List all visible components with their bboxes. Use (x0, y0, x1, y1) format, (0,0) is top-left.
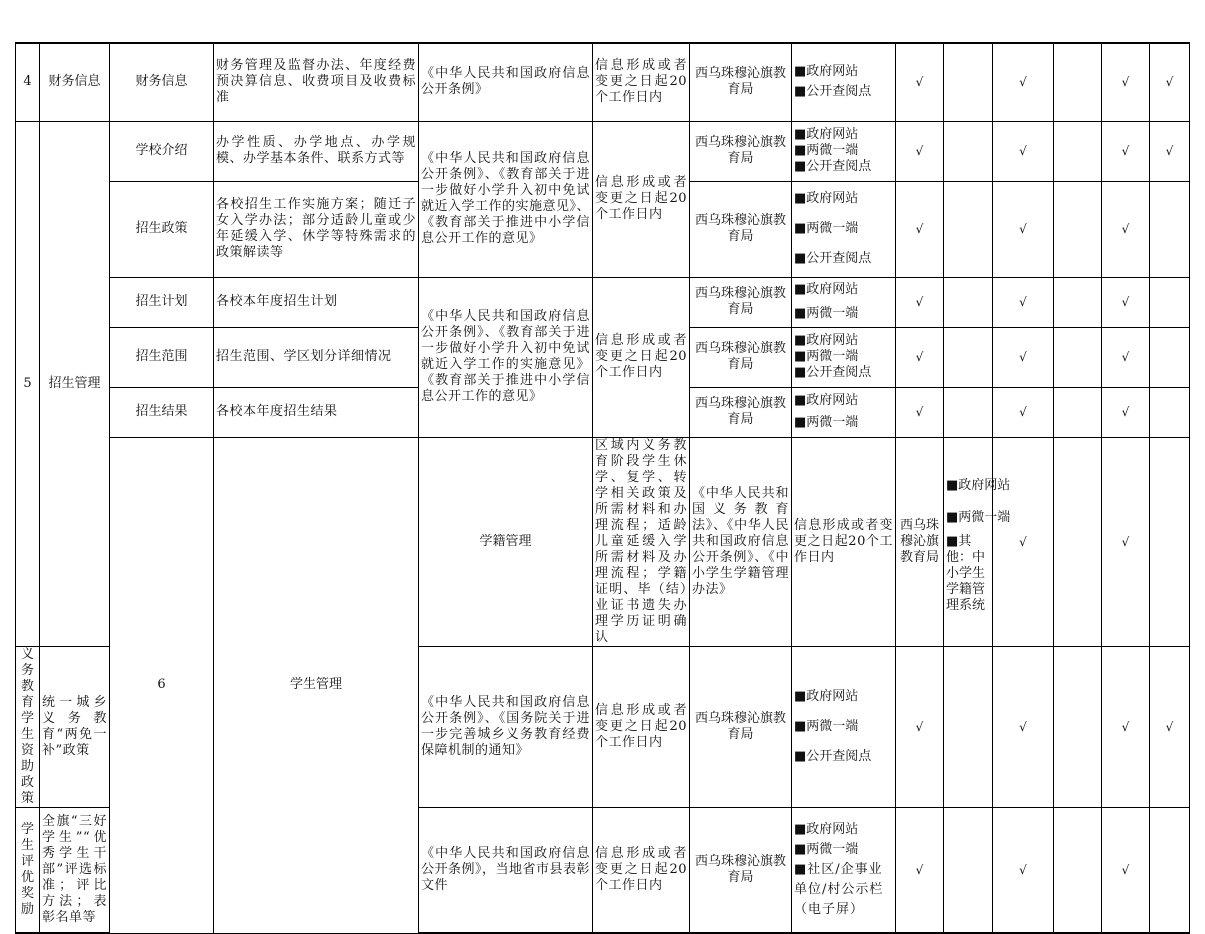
channel-item: ■公开查阅点 (794, 748, 872, 764)
disclosure-content: 区域内义务教育阶段学生休学、复学、转学相关政策及所需材料和办理流程；适龄儿童延缓入学所需材料及办理流程；学籍证明、毕（结）业证书遗失办理学历证明确认 (593, 437, 690, 646)
channel-item: ■公开查阅点 (794, 365, 872, 380)
item-name: 学校介绍 (110, 121, 214, 181)
check-cell (1054, 43, 1102, 121)
check-cell: √ (1102, 43, 1150, 121)
channel-item: ■两微一端 (794, 349, 859, 364)
disclosure-deadline: 信息形成或者变更之日起20个工作日内 (593, 807, 690, 933)
disclosure-agency: 西乌珠穆沁旗教育局 (690, 807, 792, 933)
channel-item: ■两微一端 (794, 306, 859, 321)
check-cell (944, 387, 993, 437)
group-category: 财务信息 (40, 43, 110, 121)
channel-item: ■社区/企事业单位/村公示栏（电子屏） (794, 861, 884, 917)
channel-list (792, 181, 896, 277)
disclosure-agency: 西乌珠穆沁旗教育局 (896, 437, 944, 646)
item-name: 学籍管理 (419, 437, 593, 646)
disclosure-agency: 西乌珠穆沁旗教育局 (690, 181, 792, 277)
item-name: 财务信息 (110, 43, 214, 121)
item-name: 学生评优奖励 (16, 807, 40, 933)
check-cell: √ (1102, 327, 1150, 387)
disclosure-agency: 西乌珠穆沁旗教育局 (690, 387, 792, 437)
channel-item: ■两微一端 (794, 143, 859, 158)
disclosure-table (15, 42, 1190, 934)
item-name: 义务教育学生资助政策 (16, 646, 40, 807)
channel-list (944, 437, 1011, 646)
channel-item: ■两微一端 (794, 415, 859, 430)
check-cell (1150, 807, 1190, 933)
check-cell: √ (993, 807, 1054, 933)
check-cell (1150, 277, 1190, 327)
disclosure-agency: 西乌珠穆沁旗教育局 (690, 646, 792, 807)
channel-list (792, 43, 896, 121)
channel-item: ■两微一端 (794, 841, 859, 857)
check-cell: √ (896, 277, 944, 327)
check-cell: √ (1102, 437, 1150, 646)
check-cell: √ (1102, 121, 1150, 181)
channel-list (792, 646, 896, 807)
check-cell (1054, 121, 1102, 181)
disclosure-content: 各校招生工作实施方案；随迁子女入学办法；部分适龄儿童或少年延缓入学、休学等特殊需求的政策解读等 (214, 181, 419, 277)
table-row (16, 277, 1190, 327)
check-cell: √ (993, 327, 1054, 387)
check-cell (1054, 327, 1102, 387)
check-cell: √ (993, 277, 1054, 327)
disclosure-deadline: 信息形成或者变更之日起20个工作日内 (593, 43, 690, 121)
group-number: 6 (110, 437, 214, 933)
check-cell (944, 121, 993, 181)
check-cell: √ (1102, 277, 1150, 327)
channel-item: ■政府网站 (946, 477, 1011, 493)
check-cell (1054, 387, 1102, 437)
check-cell: √ (1150, 121, 1190, 181)
check-cell (944, 807, 993, 933)
group-category: 学生管理 (214, 437, 419, 933)
check-cell: √ (896, 121, 944, 181)
check-cell (1054, 807, 1102, 933)
group-number: 5 (16, 121, 40, 646)
channel-list (792, 277, 896, 327)
channel-item: ■两微一端 (946, 509, 1011, 525)
channel-item: ■两微一端 (794, 718, 859, 734)
group-number: 4 (16, 43, 40, 121)
check-cell (1054, 277, 1102, 327)
legal-basis: 《中华人民共和国政府信息公开条例》 (419, 43, 593, 121)
check-cell (944, 646, 993, 807)
disclosure-deadline: 信息形成或者变更之日起20个工作日内 (593, 277, 690, 437)
channel-item: ■两微一端 (794, 221, 859, 236)
check-cell: √ (1102, 387, 1150, 437)
disclosure-agency: 西乌珠穆沁旗教育局 (690, 121, 792, 181)
disclosure-content: 统一城乡义务教育“两免一补”政策 (40, 646, 110, 807)
item-name: 招生政策 (110, 181, 214, 277)
check-cell: √ (896, 181, 944, 277)
channel-item: ■政府网站 (794, 191, 859, 206)
legal-basis: 《中华人民共和国政府信息公开条例》，当地省市县表彰文件 (419, 807, 593, 933)
disclosure-content: 各校本年度招生计划 (214, 277, 419, 327)
disclosure-agency: 西乌珠穆沁旗教育局 (690, 277, 792, 327)
disclosure-deadline: 信息形成或者变更之日起20个工作日内 (792, 437, 896, 646)
channel-item: ■政府网站 (794, 821, 859, 837)
channel-item: ■公开查阅点 (794, 251, 872, 266)
channel-item: ■政府网站 (794, 64, 859, 80)
channel-list (792, 121, 896, 181)
check-cell (1054, 646, 1102, 807)
check-cell: √ (896, 646, 944, 807)
disclosure-content: 各校本年度招生结果 (214, 387, 419, 437)
check-cell: √ (1102, 807, 1150, 933)
check-cell: √ (993, 43, 1054, 121)
disclosure-deadline: 信息形成或者变更之日起20个工作日内 (593, 121, 690, 277)
check-cell: √ (1102, 646, 1150, 807)
channel-item: ■公开查阅点 (794, 159, 872, 174)
item-name: 招生结果 (110, 387, 214, 437)
item-name: 招生范围 (110, 327, 214, 387)
disclosure-content: 全旗“三好学生”“优秀学生干部”评选标准；评比方法；表彰名单等 (40, 807, 110, 933)
disclosure-content: 财务管理及监督办法、年度经费预决算信息、收费项目及收费标准 (214, 43, 419, 121)
channel-item: ■政府网站 (794, 333, 859, 348)
channel-item: ■其他：中小学生学籍管理系统 (946, 533, 986, 613)
check-cell (1150, 437, 1190, 646)
disclosure-content: 办学性质、办学地点、办学规模、办学基本条件、联系方式等 (214, 121, 419, 181)
check-cell: √ (993, 437, 1054, 646)
check-cell: √ (896, 43, 944, 121)
table-row (16, 43, 1190, 121)
disclosure-agency: 西乌珠穆沁旗教育局 (690, 327, 792, 387)
disclosure-agency: 西乌珠穆沁旗教育局 (690, 43, 792, 121)
check-cell (944, 327, 993, 387)
legal-basis: 《中华人民共和国政府信息公开条例》、《国务院关于进一步完善城乡义务教育经费保障机制的通知》 (419, 646, 593, 807)
channel-item: ■政府网站 (794, 688, 859, 704)
check-cell (1054, 181, 1102, 277)
legal-basis: 《中华人民共和国政府信息公开条例》、《教育部关于进一步做好小学升入初中免试就近入学工作的实施意见》《教育部关于推进中小学信息公开工作的意见》 (419, 277, 593, 437)
check-cell: √ (993, 646, 1054, 807)
check-cell (1150, 387, 1190, 437)
disclosure-deadline: 信息形成或者变更之日起20个工作日内 (593, 646, 690, 807)
check-cell: √ (993, 121, 1054, 181)
channel-item: ■公开查阅点 (794, 84, 872, 100)
check-cell (944, 181, 993, 277)
table-row (16, 121, 1190, 181)
channel-list (792, 807, 896, 933)
group-category: 招生管理 (40, 121, 110, 646)
check-cell (1150, 181, 1190, 277)
channel-list (792, 387, 896, 437)
check-cell: √ (896, 387, 944, 437)
check-cell (1054, 437, 1102, 646)
check-cell (944, 277, 993, 327)
legal-basis: 《中华人民共和国政府信息公开条例》、《教育部关于进一步做好小学升入初中免试就近入学工作的实施意见》、《教育部关于推进中小学信息公开工作的意见》 (419, 121, 593, 277)
check-cell: √ (993, 387, 1054, 437)
check-cell: √ (896, 327, 944, 387)
disclosure-content: 招生范围、学区划分详细情况 (214, 327, 419, 387)
table-row (16, 437, 1190, 646)
check-cell: √ (993, 181, 1054, 277)
check-cell: √ (896, 807, 944, 933)
channel-item: ■政府网站 (794, 393, 859, 408)
check-cell: √ (1150, 646, 1190, 807)
channel-item: ■政府网站 (794, 127, 859, 142)
check-cell (944, 43, 993, 121)
channel-item: ■政府网站 (794, 282, 859, 297)
item-name: 招生计划 (110, 277, 214, 327)
channel-list (792, 327, 896, 387)
legal-basis: 《中华人民共和国义务教育法》、《中华人民共和国政府信息公开条例》、《中小学生学籍管理办法》 (690, 437, 792, 646)
check-cell (1150, 327, 1190, 387)
check-cell: √ (1102, 181, 1150, 277)
check-cell: √ (1150, 43, 1190, 121)
